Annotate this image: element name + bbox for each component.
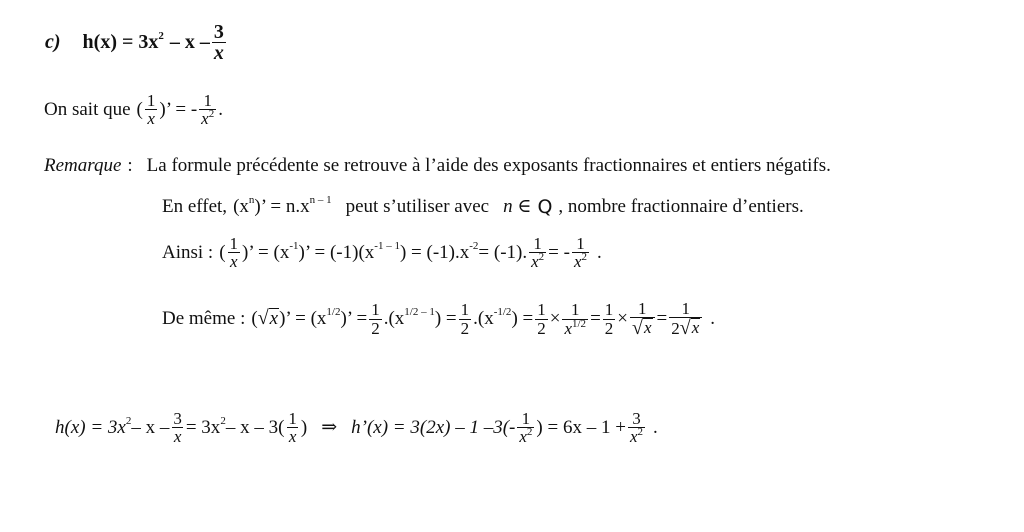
meme-d6: x bbox=[643, 318, 652, 338]
final-n4: 3 bbox=[632, 409, 641, 428]
meme-d2: 2 bbox=[460, 318, 470, 338]
known-close: )’ = - bbox=[159, 98, 198, 120]
meme-n7: 1 bbox=[681, 299, 691, 318]
effet-d: peut s’utiliser avec bbox=[345, 195, 490, 217]
final-d: – x – 3( bbox=[225, 416, 285, 438]
meme-h: ) = bbox=[511, 308, 534, 330]
known-intro: On sait que bbox=[44, 98, 131, 120]
final-d1: x bbox=[173, 427, 182, 447]
effet-line: En effet, (x $^n$ )’ = n.x $^{n - 1}$ peut s’utiliser avec n ∈ Q , nombre fractionnaire d’entiers. bbox=[162, 193, 804, 218]
exercise-label: c) bbox=[45, 31, 61, 54]
remark-label: Remarque bbox=[44, 155, 122, 176]
meme-sq: x bbox=[269, 308, 279, 330]
header-lhs: h(x) = 3x bbox=[82, 31, 159, 54]
meme-n4: 1 bbox=[571, 300, 580, 320]
ainsi-label: Ainsi : bbox=[162, 241, 214, 263]
meme-times-2: × bbox=[617, 308, 628, 330]
meme-frac-3 bbox=[535, 301, 548, 337]
ainsi-frac-3 bbox=[572, 235, 589, 271]
meme-times-1: × bbox=[549, 308, 561, 330]
ainsi-e5: 2 bbox=[581, 251, 587, 264]
ainsi-n2: 1 bbox=[533, 234, 542, 253]
meme-d1: 2 bbox=[371, 318, 380, 338]
known-den: x bbox=[147, 109, 155, 129]
known-derivative bbox=[44, 92, 223, 128]
effet-e: n ∈ bbox=[503, 196, 532, 217]
final-b: – x – bbox=[131, 416, 170, 438]
meme-g: .(x bbox=[473, 308, 494, 330]
effet-c: )’ = n.x bbox=[254, 195, 310, 217]
final-frac-1 bbox=[171, 410, 184, 446]
final-g: ) = 6x – 1 + bbox=[536, 416, 626, 438]
known-result-fraction bbox=[199, 92, 216, 128]
final-e: ) bbox=[300, 416, 308, 438]
final-n1: 3 bbox=[173, 409, 182, 428]
final-c: = 3x bbox=[185, 416, 221, 438]
known-end: . bbox=[218, 98, 223, 120]
final-frac-2 bbox=[286, 410, 299, 446]
meme-d5: 2 bbox=[604, 318, 614, 338]
sqrt-x: √ x bbox=[257, 307, 279, 330]
meme-frac-4 bbox=[562, 301, 588, 337]
exercise-header: c) h(x) = 3x $^2$ – x – $\frac{3}{x}$ bbox=[45, 21, 224, 65]
final-d4: x bbox=[629, 427, 638, 447]
ainsi-n3: 1 bbox=[576, 234, 585, 253]
meme-f: ) = bbox=[434, 308, 457, 330]
meme-e4: 1/2 bbox=[572, 317, 587, 330]
meme-n1: 1 bbox=[371, 300, 380, 320]
known-fraction bbox=[145, 92, 158, 128]
ainsi-frac-2 bbox=[529, 235, 546, 271]
known-num: 1 bbox=[146, 91, 156, 110]
final-e3: 2 bbox=[526, 426, 533, 439]
meme-label: De même : bbox=[162, 308, 246, 330]
meme-d7a: 2 bbox=[671, 319, 680, 339]
meme-n3: 1 bbox=[537, 300, 546, 320]
meme-eq-1: = bbox=[590, 308, 601, 330]
ainsi-open: ( bbox=[219, 241, 226, 263]
remark-text: La formule précédente se retrouve à l’aide des exposants fractionnaires et entiers négatifs. bbox=[146, 155, 831, 176]
final-a: h(x) = 3x bbox=[55, 416, 126, 438]
final-n2: 1 bbox=[288, 409, 297, 428]
known-rden: x bbox=[201, 109, 209, 129]
effet-f: , nombre fractionnaire d’entiers. bbox=[558, 195, 804, 217]
ainsi-d3: x bbox=[573, 252, 582, 272]
ainsi-b: )’ = (x bbox=[242, 241, 290, 263]
remark-colon: : bbox=[127, 155, 133, 176]
ainsi-f: = - bbox=[548, 241, 570, 263]
final-frac-3 bbox=[517, 410, 534, 446]
meme-n5: 1 bbox=[604, 300, 614, 320]
rationals-symbol: Q bbox=[537, 195, 553, 218]
ainsi-d: ) = (-1).x bbox=[399, 241, 470, 263]
meme-eq-2: = bbox=[656, 308, 668, 330]
meme-c: )’ = (x bbox=[279, 308, 327, 330]
header-fraction-den: x bbox=[213, 42, 224, 65]
meme-e: .(x bbox=[383, 308, 405, 330]
ainsi-frac-1 bbox=[228, 235, 241, 271]
final-n3: 1 bbox=[521, 409, 531, 428]
meme-frac-1 bbox=[369, 301, 382, 337]
meme-frac-6: 1 √ x bbox=[630, 300, 655, 338]
meme-d7: x bbox=[691, 318, 700, 338]
ainsi-e4: 2 bbox=[538, 251, 545, 264]
header-fraction-num: 3 bbox=[213, 21, 224, 43]
ainsi-n1: 1 bbox=[229, 234, 239, 253]
final-frac-4 bbox=[628, 410, 645, 446]
meme-b: ( bbox=[251, 308, 258, 330]
effet-a: En effet, bbox=[162, 195, 228, 217]
meme-n6: 1 bbox=[638, 299, 647, 318]
ainsi-c: )’ = (-1)(x bbox=[298, 241, 375, 263]
known-rnum: 1 bbox=[203, 91, 212, 110]
known-rexp: 2 bbox=[208, 108, 215, 121]
meme-n2: 1 bbox=[460, 300, 470, 320]
ainsi-g: . bbox=[597, 241, 602, 263]
ainsi-line: Ainsi : ( $\frac{1}{x}$ )’ = (x $^{-1}$ )’ = (-1)(x $^{-1 - 1}$ ) = (-1).x $^{-2}$ = (-1). $\frac{1}{x^2}$ = - $\frac{1}{x^2}$ . bbox=[162, 234, 602, 272]
known-open: ( bbox=[136, 98, 143, 120]
meme-d3: 2 bbox=[537, 318, 546, 338]
final-end: . bbox=[652, 416, 658, 438]
ainsi-d2: x bbox=[531, 252, 539, 272]
header-minus: – x – bbox=[169, 31, 210, 54]
ainsi-e: = (-1). bbox=[478, 241, 528, 263]
meme-d: )’ = bbox=[340, 308, 368, 330]
meme-frac-5 bbox=[603, 301, 616, 337]
meme-frac-7: 1 2 √ x bbox=[669, 300, 702, 338]
remark-line bbox=[44, 155, 831, 177]
implies-arrow: ⇒ bbox=[321, 417, 338, 439]
ainsi-d1: x bbox=[230, 252, 238, 272]
meme-frac-2 bbox=[459, 301, 472, 337]
final-e4: 2 bbox=[637, 426, 643, 439]
final-d3: x bbox=[519, 427, 527, 447]
header-fraction bbox=[212, 22, 226, 64]
final-line: h(x) = 3x $^2$ – x – $\frac{3}{x}$ = 3x $^2$ – x – 3( $\frac{1}{x}$ ) ⇒ h’(x) = 3(2x) – 1 –3(- $\frac{1}{x^2}$ ) = 6x – 1 + $\frac{3}{x^2}$ . bbox=[55, 409, 658, 447]
effet-b: (x bbox=[233, 195, 249, 217]
final-d2: x bbox=[288, 427, 297, 447]
meme-d4: x bbox=[564, 318, 572, 338]
meme-end: . bbox=[710, 308, 716, 330]
final-f: h’(x) = 3(2x) – 1 –3(- bbox=[351, 416, 516, 438]
meme-line: De même : ( √ x )’ = (x $^{1/2}$ )’ = $\frac{1}{2}$ .(x $^{1/2 - 1}$ ) = $\frac{1}{2}$ .(x $^{-1/2}$ ) = $\frac{1}{2}$ × $\frac{1}{x^{1/2}}$ = $\frac{1}{2}$ × 1 √ x = 1 2 √ x . bbox=[162, 299, 716, 340]
